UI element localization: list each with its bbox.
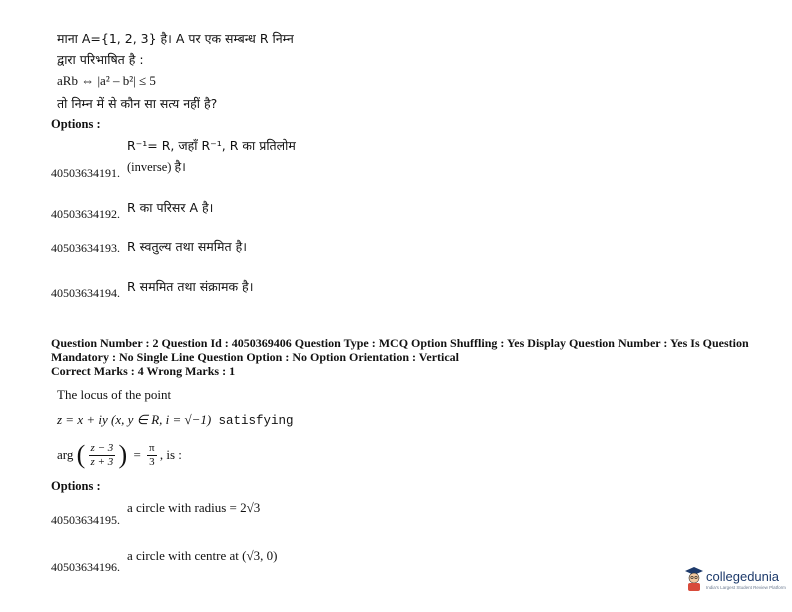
q2-satisfying: satisfying [218,414,294,428]
q1-option-3-id: 40503634193. [51,241,120,255]
pi-numerator: π [149,441,155,454]
logo-tagline: India's Largest Student Review Platform [706,585,786,590]
z-fraction-denominator: z + 3 [90,455,114,468]
z-fraction [89,442,116,469]
relation-rhs: |a² – b²| ≤ 5 [97,73,156,88]
pi-fraction [147,442,157,469]
relation-arrow: ⇔ [81,73,95,88]
mascot-icon [684,566,704,592]
q1-option-3-text: R स्वतुल्य तथा सममित है। [127,239,247,254]
q1-option-1-text-line1: R⁻¹= R, जहाँ R⁻¹, R का प्रतिलोम [127,138,296,153]
q2-meta-line2: Mandatory : No Single Line Question Option : No Option Orientation : Vertical [51,350,460,364]
q1-options-label: Options : [51,117,101,131]
pi-denominator: 3 [149,455,155,468]
q2-prompt-line1: The locus of the point [57,387,172,402]
q1-option-4-id: 40503634194. [51,286,120,300]
q2-option-2-text: a circle with centre at (√3, 0) [127,548,278,563]
q1-line2: द्वारा परिभाषित है : [57,52,144,67]
q2-arg-expression [57,440,182,474]
q2-options-label: Options : [51,479,101,493]
q1-option-2-text: R का परिसर A है। [127,200,214,215]
is-text: , is : [159,447,182,462]
q1-relation [57,73,156,89]
q1-option-4-text: R सममित तथा संक्रामक है। [127,279,254,294]
right-paren: ) [118,440,128,469]
logo-name: collegedunia [706,569,780,584]
arg-label: arg [57,447,74,462]
q2-meta-line1: Question Number : 2 Question Id : 4050369406 Question Type : MCQ Option Shuffling : Yes Display Question Number : Yes Is Question [51,336,749,350]
q1-line1: माना A={1, 2, 3} है। A पर एक सम्बन्ध R निम्न [57,31,294,46]
q1-option-1-id: 40503634191. [51,166,120,180]
relation-lhs: aRb [57,73,78,88]
q1-line4: तो निम्न में से कौन सा सत्य नहीं है? [57,96,218,111]
collegedunia-logo [684,566,790,596]
q1-option-2-id: 40503634192. [51,207,120,221]
z-fraction-numerator: z − 3 [90,441,114,454]
q2-option-1-text: a circle with radius = 2√3 [127,500,261,515]
q2-option-2-id: 40503634196. [51,560,120,574]
q2-prompt-line2 [57,412,294,428]
equals-sign: = [133,447,141,462]
q2-option-1-id: 40503634195. [51,513,120,527]
left-paren: ( [76,440,86,469]
q2-meta-line3: Correct Marks : 4 Wrong Marks : 1 [51,364,236,378]
q1-option-1-text-line2: (inverse) है। [127,160,186,174]
q2-z-definition: z = x + iy (x, y ∈ R, i = √−1) [57,412,212,427]
